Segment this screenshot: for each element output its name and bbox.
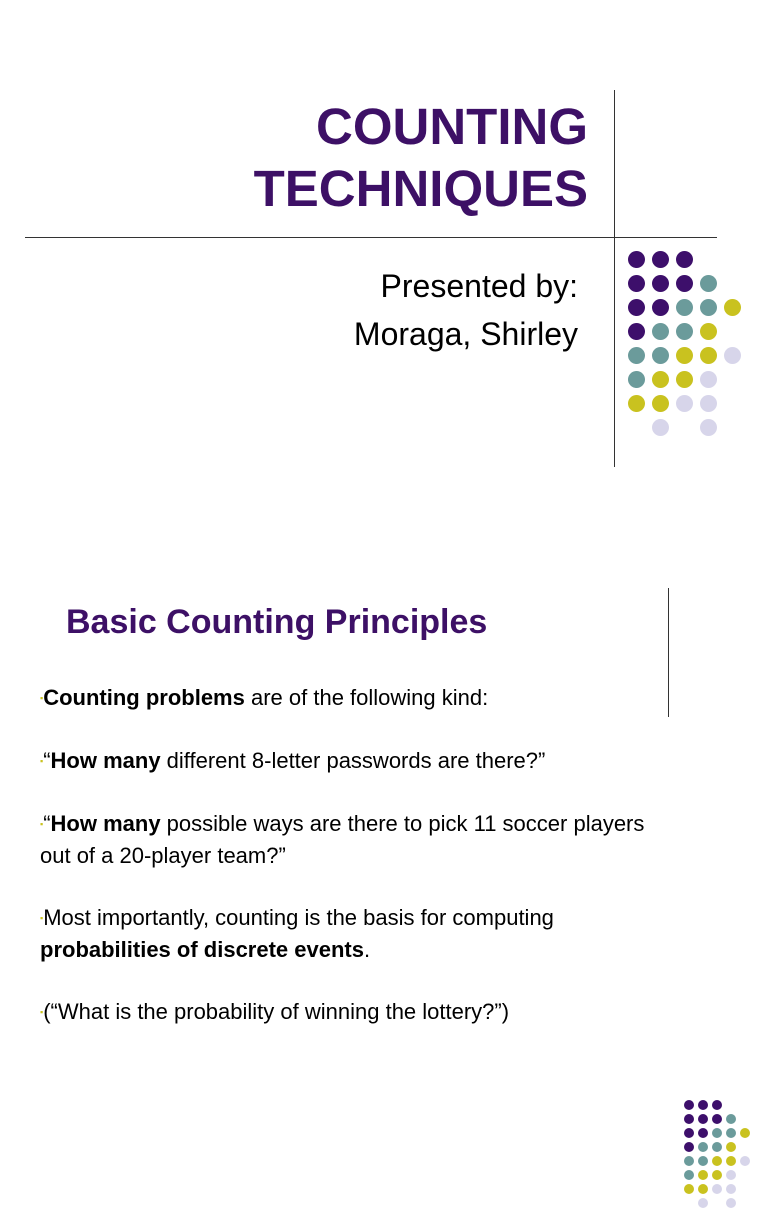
decorative-dot bbox=[700, 275, 717, 292]
bullet-text: different 8-letter passwords are there?” bbox=[160, 748, 546, 773]
decorative-dot bbox=[676, 371, 693, 388]
bullet-marker-icon: ▪ bbox=[40, 1007, 44, 1017]
decorative-dot bbox=[652, 275, 669, 292]
decorative-dot bbox=[628, 347, 645, 364]
decorative-dot bbox=[652, 251, 669, 268]
decorative-dot bbox=[726, 1198, 736, 1208]
title-slide bbox=[0, 0, 768, 512]
decorative-dot bbox=[712, 1184, 722, 1194]
slide-title bbox=[254, 96, 588, 220]
bullet-marker-icon: ▪ bbox=[40, 693, 44, 703]
bullet-marker-icon: ▪ bbox=[40, 819, 44, 829]
decorative-dot bbox=[726, 1156, 736, 1166]
decorative-dot bbox=[700, 347, 717, 364]
bullet-bold-text: probabilities of discrete events bbox=[40, 937, 364, 962]
decorative-dot bbox=[698, 1114, 708, 1124]
decorative-dot bbox=[652, 395, 669, 412]
decorative-dot bbox=[684, 1156, 694, 1166]
bullet-bold-text: How many bbox=[50, 811, 161, 836]
decorative-dot bbox=[652, 347, 669, 364]
decorative-dot bbox=[684, 1170, 694, 1180]
decorative-dot bbox=[652, 323, 669, 340]
decorative-dot bbox=[652, 299, 669, 316]
title-line-1: COUNTING bbox=[316, 98, 588, 155]
decorative-dot bbox=[684, 1100, 694, 1110]
bullet-item bbox=[40, 996, 680, 1028]
decorative-dot bbox=[724, 299, 741, 316]
decorative-dot bbox=[712, 1128, 722, 1138]
decorative-dot bbox=[628, 395, 645, 412]
bullet-marker-icon: ▪ bbox=[40, 756, 44, 766]
decorative-dot bbox=[676, 251, 693, 268]
bullet-text: possible ways are there to pick 11 soccer players out of a 20-player team?” bbox=[40, 811, 645, 868]
decorative-dot bbox=[628, 371, 645, 388]
bullet-list bbox=[40, 682, 680, 1028]
decorative-dot bbox=[698, 1184, 708, 1194]
decorative-dot bbox=[628, 275, 645, 292]
decorative-dot bbox=[698, 1156, 708, 1166]
vertical-divider bbox=[614, 90, 615, 467]
decorative-dot bbox=[724, 347, 741, 364]
decorative-dot bbox=[726, 1114, 736, 1124]
slide-heading: Basic Counting Principles bbox=[66, 603, 488, 641]
decorative-dot bbox=[698, 1198, 708, 1208]
decorative-dot bbox=[628, 323, 645, 340]
decorative-dot bbox=[652, 371, 669, 388]
content-slide bbox=[0, 512, 768, 1024]
decorative-dot bbox=[676, 275, 693, 292]
decorative-dot bbox=[712, 1170, 722, 1180]
decorative-dot bbox=[628, 251, 645, 268]
decorative-dot bbox=[628, 299, 645, 316]
decorative-dot bbox=[700, 395, 717, 412]
bullet-item bbox=[40, 682, 680, 714]
title-line-2: TECHNIQUES bbox=[253, 160, 588, 217]
bullet-item bbox=[40, 902, 680, 965]
decorative-dot bbox=[726, 1184, 736, 1194]
bullet-text: “ bbox=[43, 811, 51, 836]
presented-by-label: Presented by: bbox=[380, 268, 578, 304]
decorative-dot bbox=[700, 299, 717, 316]
decorative-dot bbox=[684, 1114, 694, 1124]
bullet-text: are of the following kind: bbox=[244, 685, 489, 710]
decorative-dot bbox=[652, 419, 669, 436]
bullet-item bbox=[40, 808, 680, 871]
decorative-dot bbox=[698, 1100, 708, 1110]
decorative-dot bbox=[684, 1128, 694, 1138]
decorative-dot bbox=[712, 1156, 722, 1166]
decorative-dot bbox=[676, 395, 693, 412]
decorative-dot bbox=[712, 1100, 722, 1110]
decorative-dot bbox=[726, 1142, 736, 1152]
bullet-bold-text: Counting problems bbox=[43, 685, 245, 710]
decorative-dot bbox=[740, 1156, 750, 1166]
decorative-dot bbox=[712, 1142, 722, 1152]
presenter-name: Moraga, Shirley bbox=[353, 316, 578, 352]
decorative-dot bbox=[684, 1142, 694, 1152]
bullet-bold-text: How many bbox=[50, 748, 161, 773]
decorative-dot bbox=[676, 347, 693, 364]
bullet-item bbox=[40, 745, 680, 777]
decorative-dot bbox=[700, 419, 717, 436]
decorative-dot bbox=[726, 1170, 736, 1180]
bullet-marker-icon: ▪ bbox=[40, 913, 44, 923]
decorative-dot bbox=[740, 1128, 750, 1138]
decorative-dot bbox=[698, 1142, 708, 1152]
bullet-text: . bbox=[363, 937, 371, 962]
decorative-dot bbox=[676, 323, 693, 340]
bullet-text: “ bbox=[43, 748, 51, 773]
decorative-dot bbox=[676, 299, 693, 316]
decorative-dot bbox=[700, 371, 717, 388]
bullet-text: (“What is the probability of winning the lottery?”) bbox=[43, 999, 510, 1024]
decorative-dot bbox=[700, 323, 717, 340]
decorative-dot bbox=[698, 1170, 708, 1180]
decorative-dot bbox=[712, 1114, 722, 1124]
decorative-dot bbox=[684, 1184, 694, 1194]
decorative-dot bbox=[698, 1128, 708, 1138]
bullet-text: Most importantly, counting is the basis for computing bbox=[43, 905, 554, 930]
presenter-block bbox=[354, 262, 578, 358]
decorative-dot bbox=[726, 1128, 736, 1138]
